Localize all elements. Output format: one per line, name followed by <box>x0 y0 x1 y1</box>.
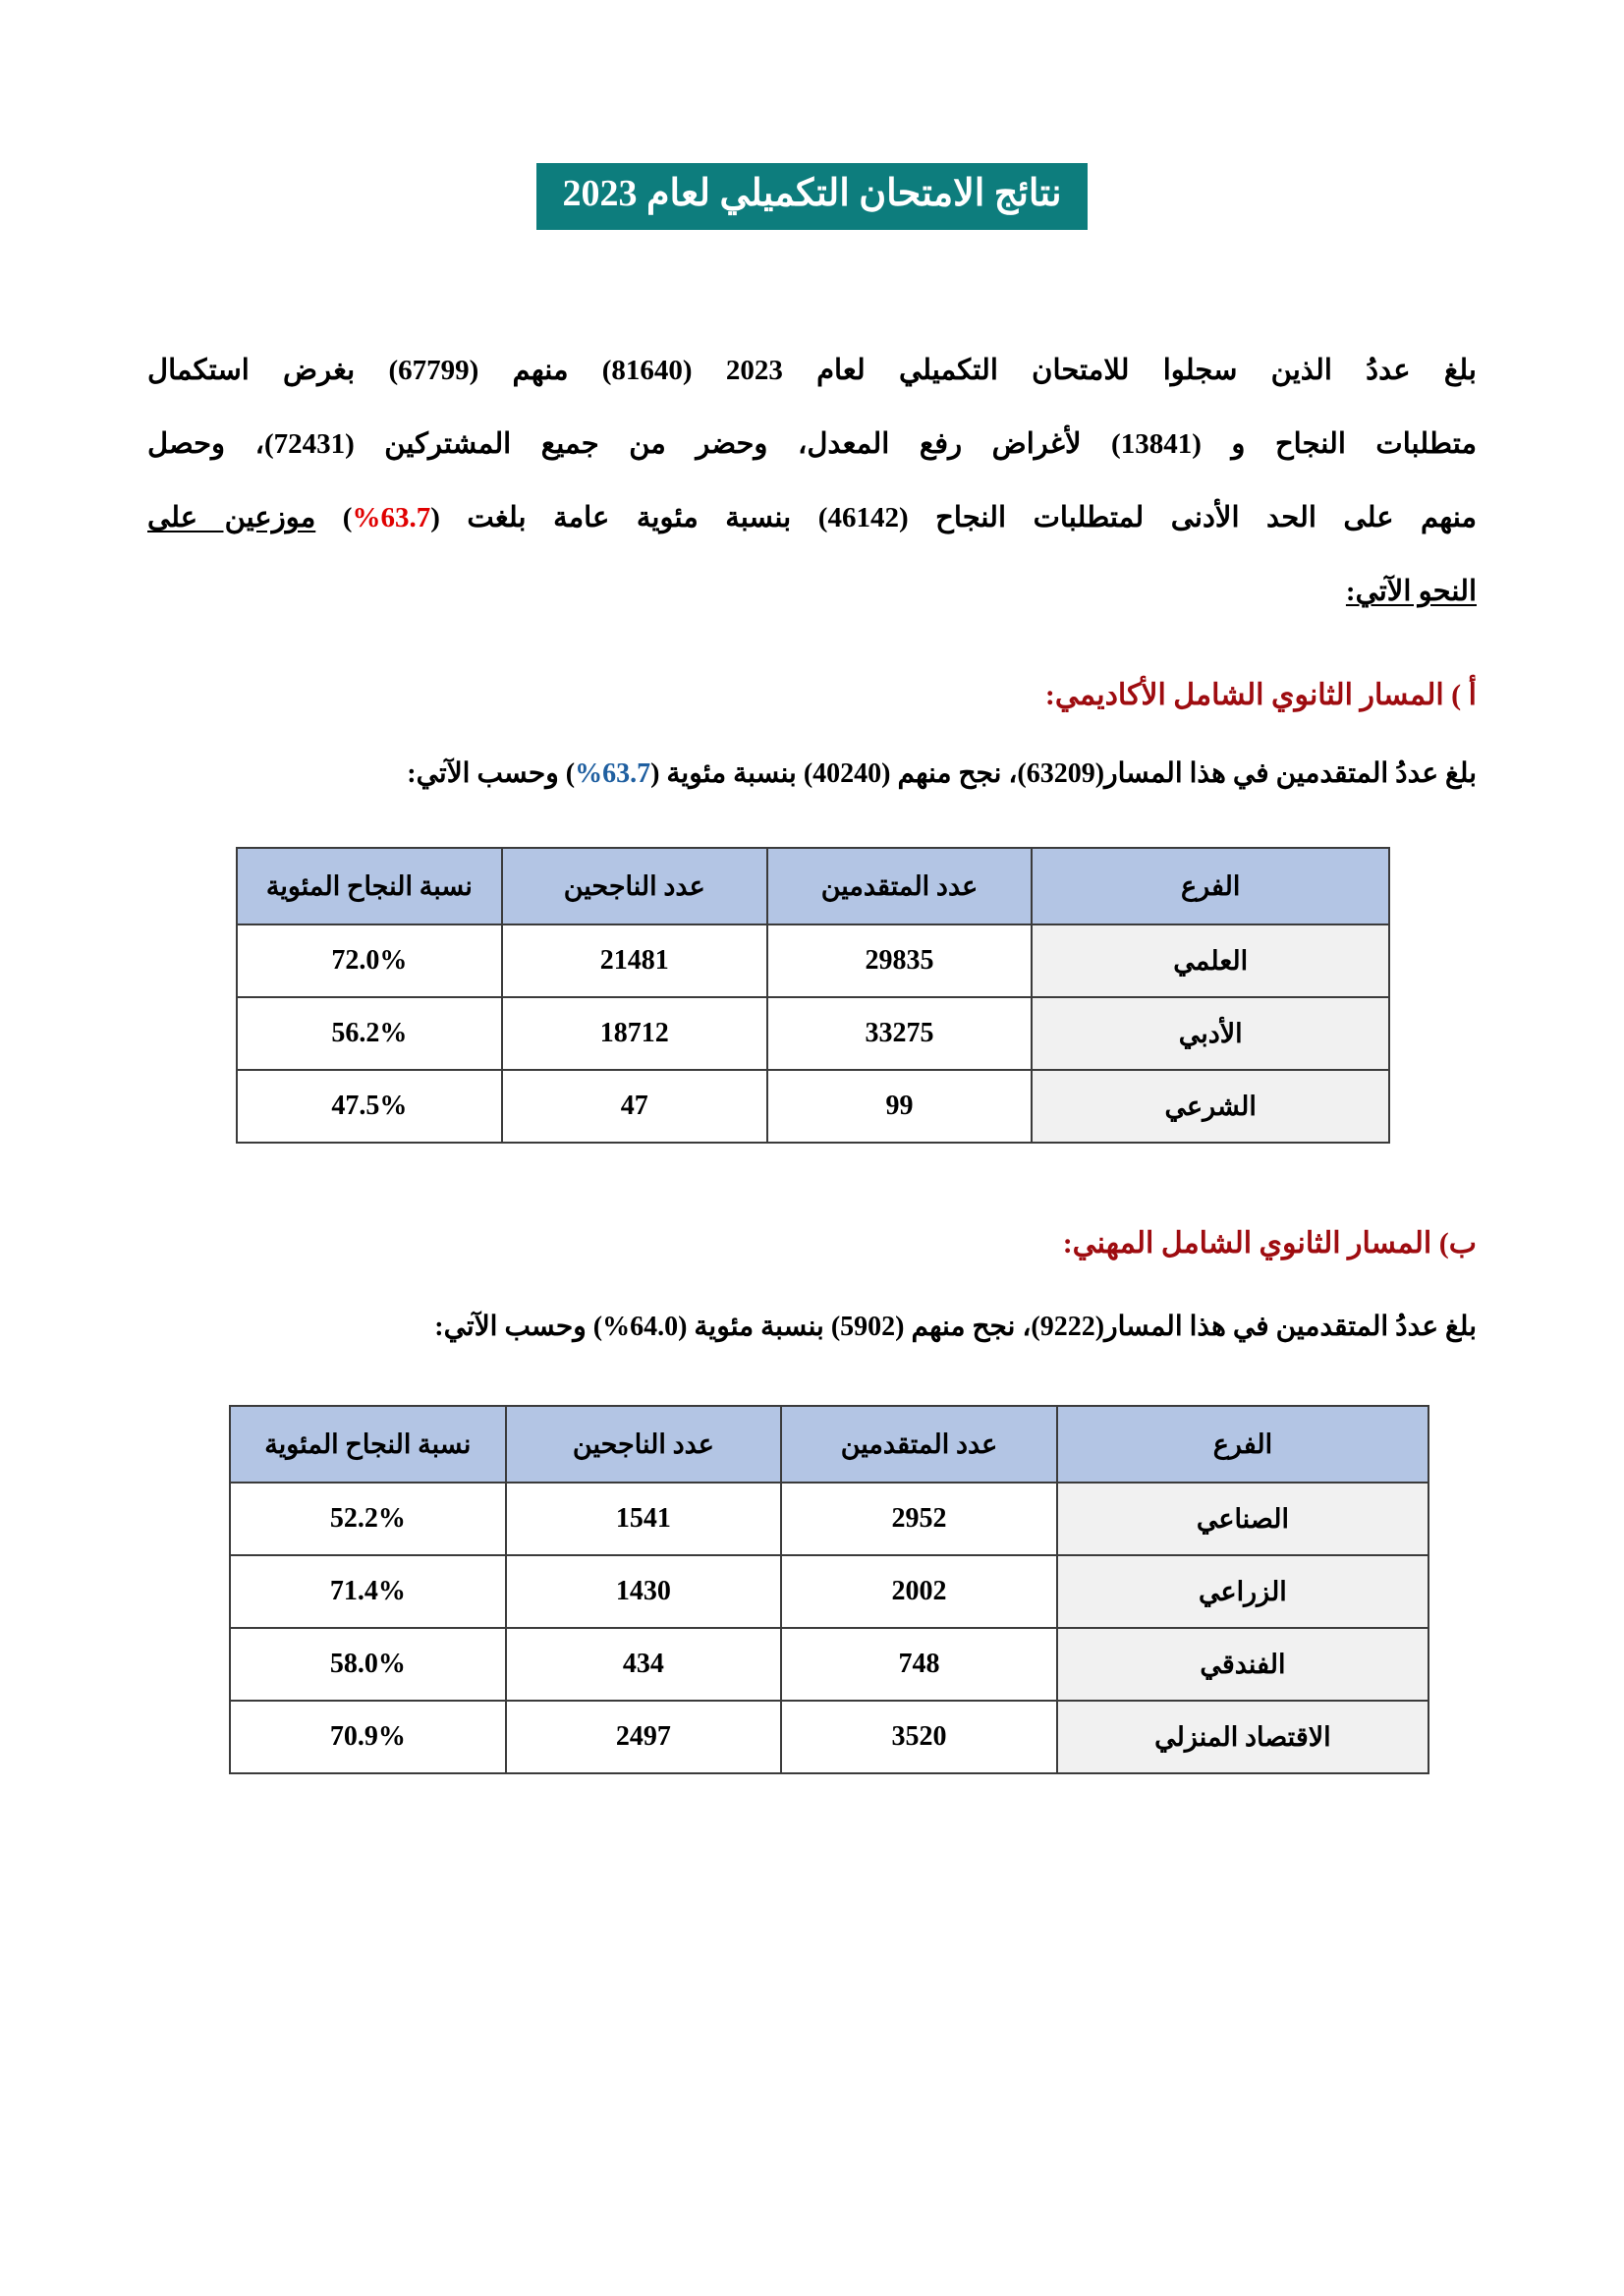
intro-line-3 <box>147 481 1477 555</box>
intro-line-3-text-after: ) <box>315 502 353 533</box>
section-subtitle-academic-before: بلغ عددُ المتقدمين في هذا المسار(63209)، نجح منهم (40240) بنسبة مئوية ( <box>650 758 1477 789</box>
column-header-branch: الفرع <box>1057 1406 1428 1483</box>
column-header-branch: الفرع <box>1032 848 1389 924</box>
cell-applicants: 3520 <box>781 1701 1057 1773</box>
cell-rate: 52.2% <box>230 1483 506 1555</box>
cell-passed: 2497 <box>506 1701 782 1773</box>
table-vocational-results <box>229 1405 1429 1774</box>
table-row <box>230 1483 1428 1555</box>
column-header-passed: عدد الناجحين <box>506 1406 782 1483</box>
academic-pass-rate-highlight: 63.7% <box>575 758 651 789</box>
intro-line-2: متطلبات النجاح و (13841) لأغراض رفع المعدل، وحضر من جميع المشتركين (72431)، وحصل <box>147 428 1477 460</box>
table-row <box>237 1070 1389 1143</box>
section-subtitle-vocational: بلغ عددُ المتقدمين في هذا المسار(9222)، نجح منهم (5902) بنسبة مئوية (64.0%) وحسب الآتي: <box>434 1312 1477 1342</box>
cell-applicants: 748 <box>781 1628 1057 1701</box>
cell-branch: الصناعي <box>1057 1483 1428 1555</box>
cell-branch: الأدبي <box>1032 997 1389 1070</box>
intro-line-3-text-before: منهم على الحد الأدنى لمتطلبات النجاح (46142) بنسبة مئوية عامة بلغت ( <box>430 502 1477 533</box>
overall-pass-rate-highlight: 63.7% <box>352 502 431 533</box>
section-heading-vocational: ب) المسار الثانوي الشامل المهني: <box>1062 1227 1477 1260</box>
cell-applicants: 29835 <box>767 924 1033 997</box>
cell-passed: 18712 <box>502 997 767 1070</box>
table-row <box>237 997 1389 1070</box>
table-academic-results <box>236 847 1390 1144</box>
section-subtitle-academic <box>407 756 1477 790</box>
cell-rate: 56.2% <box>237 997 502 1070</box>
column-header-rate: نسبة النجاح المئوية <box>237 848 502 924</box>
cell-passed: 1430 <box>506 1555 782 1628</box>
section-subtitle-academic-after: ) وحسب الآتي: <box>407 758 576 789</box>
page-title: نتائج الامتحان التكميلي لعام 2023 <box>536 163 1087 230</box>
intro-line-4 <box>147 555 1477 629</box>
page-title-container <box>0 163 1624 230</box>
table-row <box>230 1555 1428 1628</box>
cell-passed: 21481 <box>502 924 767 997</box>
intro-line-1: بلغ عددُ الذين سجلوا للامتحان التكميلي لعام 2023 (81640) منهم (67799) بغرض استكمال <box>147 355 1477 386</box>
column-header-rate: نسبة النجاح المئوية <box>230 1406 506 1483</box>
cell-branch: العلمي <box>1032 924 1389 997</box>
table-row <box>230 1628 1428 1701</box>
intro-line-3-underlined: موزعين على <box>147 502 316 533</box>
cell-branch: الشرعي <box>1032 1070 1389 1143</box>
cell-applicants: 99 <box>767 1070 1033 1143</box>
column-header-passed: عدد الناجحين <box>502 848 767 924</box>
table-row <box>237 924 1389 997</box>
section-heading-academic: أ ) المسار الثانوي الشامل الأكاديمي: <box>1044 679 1477 711</box>
cell-applicants: 2002 <box>781 1555 1057 1628</box>
cell-branch: الفندقي <box>1057 1628 1428 1701</box>
table-row <box>230 1701 1428 1773</box>
cell-passed: 1541 <box>506 1483 782 1555</box>
cell-rate: 71.4% <box>230 1555 506 1628</box>
column-header-applicants: عدد المتقدمين <box>781 1406 1057 1483</box>
cell-branch: الزراعي <box>1057 1555 1428 1628</box>
cell-applicants: 33275 <box>767 997 1033 1070</box>
table-header-row <box>230 1406 1428 1483</box>
cell-rate: 47.5% <box>237 1070 502 1143</box>
table-header-row <box>237 848 1389 924</box>
column-header-applicants: عدد المتقدمين <box>767 848 1033 924</box>
intro-paragraph <box>147 334 1477 629</box>
cell-applicants: 2952 <box>781 1483 1057 1555</box>
cell-branch: الاقتصاد المنزلي <box>1057 1701 1428 1773</box>
cell-passed: 434 <box>506 1628 782 1701</box>
cell-passed: 47 <box>502 1070 767 1143</box>
cell-rate: 72.0% <box>237 924 502 997</box>
cell-rate: 70.9% <box>230 1701 506 1773</box>
intro-line-4-underlined: النحو الآتي: <box>1345 576 1477 607</box>
cell-rate: 58.0% <box>230 1628 506 1701</box>
